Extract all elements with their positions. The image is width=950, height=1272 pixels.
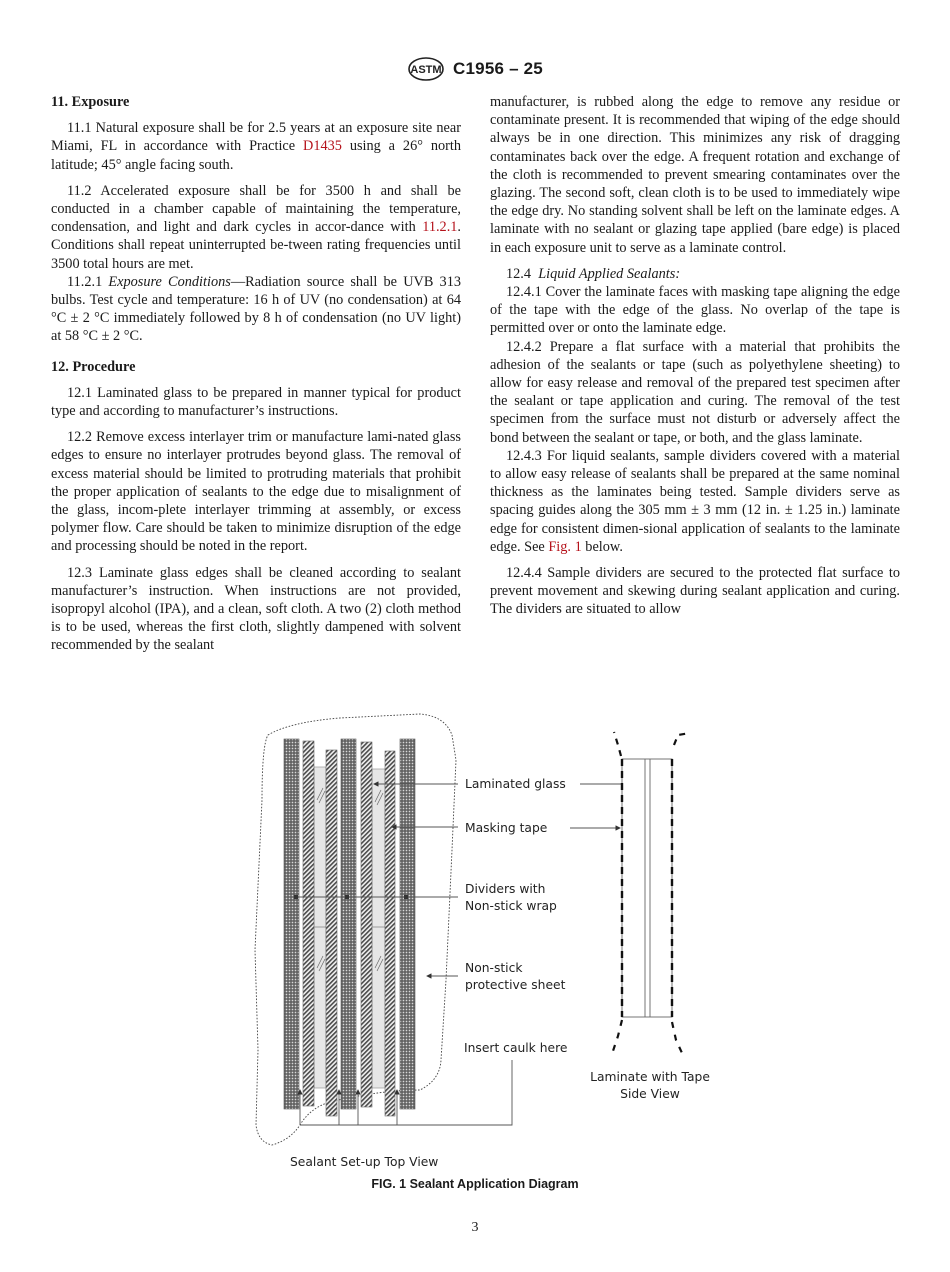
- link-11-2-1[interactable]: 11.2.1: [422, 219, 458, 236]
- label-masking-tape: Masking tape: [465, 821, 548, 835]
- label-protective-sheet: Non-stick protective sheet: [465, 961, 566, 992]
- paragraph-12-2: 12.2 Remove excess interlayer trim or manufacture lami-nated glass edges to ensure no interlayer protrudes beyond glass. The removal of excess material should be limited to protruding materials that prohibit the proper application of sealants to the edge due to misalignment of the glass, incom-plete interlayer trimming at assembly, or excess polymer flow. Care should be taken to minimize disruption of the edge and processing should be noted in the report.: [51, 429, 461, 555]
- paragraph-11-2-1: 11.2.1 Exposure Conditions—Radiation source shall be UVB 313 bulbs. Test cycle and temperature: 16 h of UV (no condensation) at 64 °C ± 2 °C immediately followed by 8 h of condensation (no UV light) at 58 °C ± 2 °C.: [51, 273, 462, 345]
- sealant-diagram: [0, 700, 950, 1200]
- masking-tape-strip-3: [361, 742, 372, 1107]
- paragraph-12-4-2: 12.4.2 Prepare a flat surface with a material that prohibits the adhesion of the sealants or tape (such as polyethylene sheeting) to allow for easy release and removal of the prepared test specimen after the sealant or tape application and curing. The removal of the test specimen from the surface must not disturb or adversely affect the bond between the sealant or tape, or both, and the glass laminate.: [490, 338, 900, 446]
- page-number: 3: [471, 1220, 479, 1235]
- paragraph-11-2: 11.2 Accelerated exposure shall be for 3500 h and shall be conducted in a chamber capable of maintaining the temperature, condensation, and light and dark cycles in accor-dance with 11.2.1. Conditions shall repeat uninterrupted be-tween rating frequencies until 3500 total hours are met.: [51, 182, 461, 272]
- document-number: C1956 – 25: [453, 59, 543, 78]
- paragraph-12-4-3: 12.4.3 For liquid sealants, sample dividers covered with a material to allow easy release of sealants shall be prepared at the same nominal thickness as the laminates being tested. Sample dividers serve as spacing guides along the 305 mm ± 3 mm (12 in. ± 1.25 in.) laminate edge for consistent dimen-sional application of sealants to the laminate edge. See Fig. 1 below.: [490, 447, 900, 555]
- paragraph-12-4-4: 12.4.4 Sample dividers are secured to the protected flat surface to prevent movement and skewing during sealant application and curing. The dividers are situated to allow: [490, 565, 900, 618]
- right-column: [490, 93, 900, 627]
- divider-1: [284, 739, 299, 1109]
- label-laminated-glass: Laminated glass: [465, 777, 566, 791]
- paragraph-12-4-1: 12.4.1 Cover the laminate faces with masking tape aligning the edge of the tape with the edge of the glass. No overlap of the tape is permitted over or onto the laminate edge.: [490, 284, 900, 337]
- divider-2: [341, 739, 356, 1109]
- label-top-view: Sealant Set-up Top View: [290, 1155, 439, 1169]
- divider-3: [400, 739, 415, 1109]
- laminate-side-view: [612, 732, 690, 1054]
- label-insert-caulk: Insert caulk here: [464, 1041, 568, 1055]
- svg-text:ASTM: ASTM: [410, 64, 442, 76]
- figure-caption: FIG. 1 Sealant Application Diagram: [371, 1177, 579, 1191]
- link-fig-1[interactable]: Fig. 1: [548, 538, 582, 555]
- left-column: [51, 93, 461, 663]
- label-dividers: Dividers with Non-stick wrap: [465, 882, 557, 913]
- section-heading-exposure: 11. Exposure: [51, 94, 130, 110]
- masking-tape-strip-4: [385, 751, 395, 1116]
- paragraph-12-3-continued: manufacturer, is rubbed along the edge to remove any residue or contaminate present. It is recommended that wiping of the edge should always be in one direction. This minimizes any risk of dragging contaminates back over the edge. A frequent rotation and exchange of the cloth is recommended to prevent smearing contaminates over the glazing. The second soft, clean cloth is to be used to immediately wipe the edge dry. No standing solvent shall be left on the laminate edges. A laminate with no sealant or glazing tape applied (bare edge) is placed in each exposure unit to serve as a laminate control.: [490, 94, 900, 256]
- astm-logo-icon: [407, 56, 445, 82]
- paragraph-11-1: 11.1 Natural exposure shall be for 2.5 years at an exposure site near Miami, FL in accordance with Practice D1435 using a 26° north latitude; 45° angle facing south.: [51, 120, 461, 173]
- laminated-glass-2: [372, 769, 385, 1088]
- label-side-view: Laminate with Tape Side View: [590, 1070, 710, 1101]
- paragraph-12-4: 12.4 Liquid Applied Sealants:: [506, 265, 681, 282]
- masking-tape-strip-2: [326, 750, 337, 1116]
- section-heading-procedure: 12. Procedure: [51, 358, 136, 375]
- masking-tape-strip-1: [303, 741, 314, 1106]
- link-d1435[interactable]: D1435: [303, 138, 342, 155]
- paragraph-12-3: 12.3 Laminate glass edges shall be cleaned according to sealant manufacturer’s instruction. When instructions are not provided, isopropyl alcohol (IPA), and a clean, soft cloth. A two (2) cloth method is to be used, whereas the first cloth, slightly dampened with solvent recommended by the sealant: [51, 564, 461, 654]
- page-header: [0, 56, 950, 82]
- figure-sealant-application-diagram: [0, 700, 950, 1200]
- laminated-glass-1: [314, 767, 326, 1088]
- paragraph-12-1: 12.1 Laminated glass to be prepared in manner typical for product type and according to manufacturer’s instructions.: [51, 384, 461, 420]
